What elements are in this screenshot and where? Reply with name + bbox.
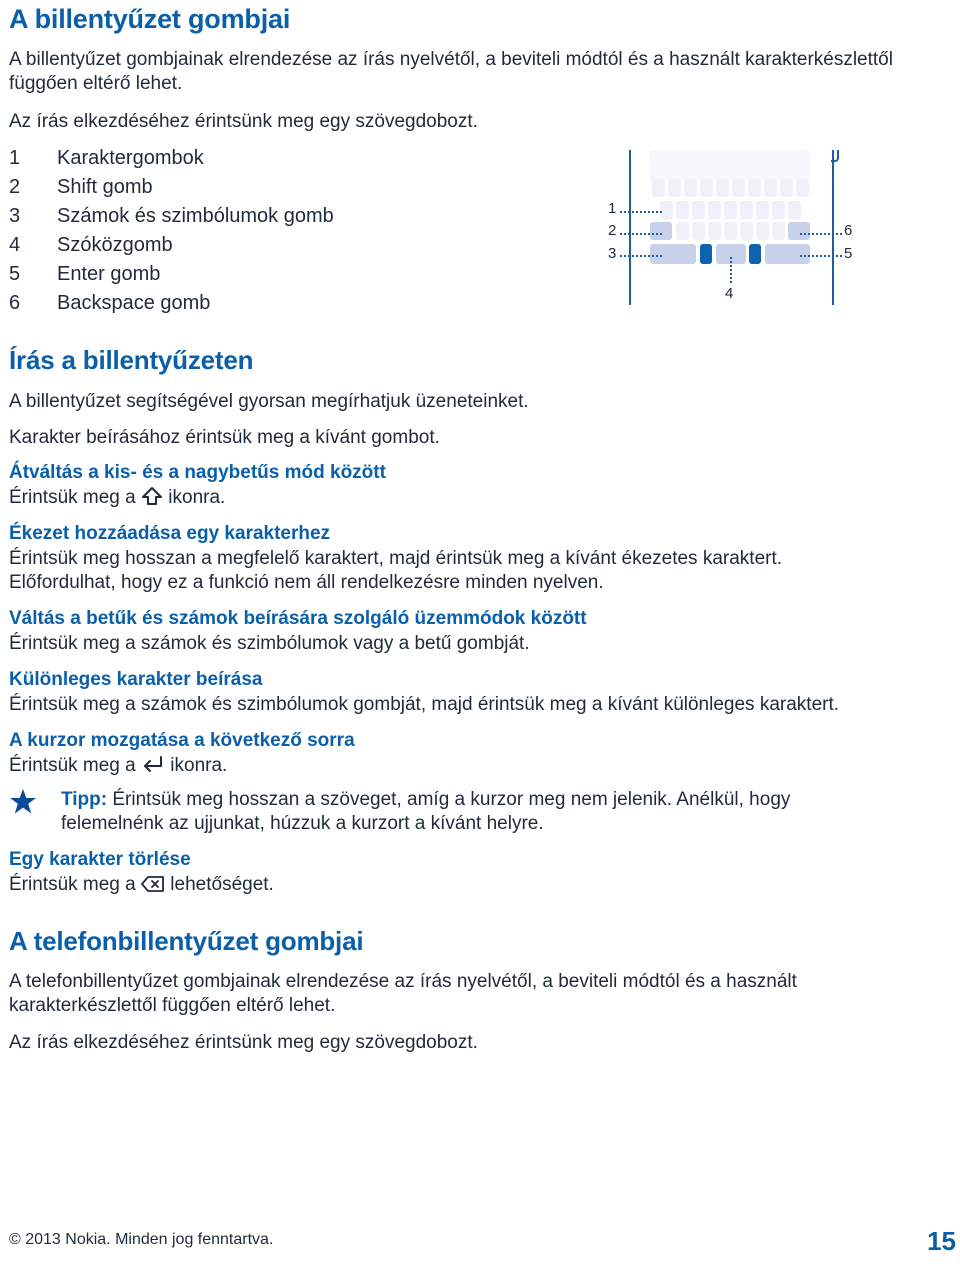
leader-line — [620, 211, 662, 213]
character-key — [716, 179, 729, 197]
key-legend-list — [9, 144, 334, 318]
paragraph: A billentyűzet segítségével gyorsan megírhatjuk üzeneteinket. — [9, 391, 529, 412]
section-title-phone-keypad: A telefonbillentyűzet gombjai — [9, 926, 364, 956]
character-key — [796, 179, 809, 197]
leader-line — [730, 257, 732, 283]
phone-edge-left — [629, 150, 631, 305]
star-icon — [9, 788, 37, 820]
character-key — [708, 222, 721, 240]
list-item: 3 Számok és szimbólumok gomb — [9, 205, 334, 227]
paragraph: Érintsük meg a ikonra. — [9, 486, 225, 513]
character-key — [708, 201, 721, 219]
paragraph: Karakter beírásához érintsük meg a kívánt gombot. — [9, 427, 440, 448]
footer-copyright: © 2013 Nokia. Minden jog fenntartva. — [9, 1231, 274, 1248]
character-key — [732, 179, 745, 197]
figure-label-5: 5 — [844, 245, 853, 262]
figure-label-3: 3 — [608, 245, 617, 262]
backspace-key — [788, 222, 810, 240]
paragraph: Érintsük meg a lehetőséget. — [9, 873, 274, 900]
character-key — [764, 179, 777, 197]
list-item: 5 Enter gomb — [9, 263, 161, 285]
numbers-symbols-key — [650, 244, 696, 264]
character-key — [772, 222, 785, 240]
leader-line — [620, 255, 662, 257]
subheading-cursor: A kurzor mozgatása a következő sorra — [9, 730, 355, 751]
subheading-case-switch: Átváltás a kis- és a nagybetűs mód között — [9, 462, 386, 483]
leader-line — [620, 233, 662, 235]
accent-key — [700, 244, 712, 264]
character-key — [740, 201, 753, 219]
list-item: 1 Karaktergombok — [9, 147, 204, 169]
figure-label-4: 4 — [725, 285, 734, 302]
paragraph: Érintsük meg a ikonra. — [9, 754, 227, 781]
list-item: 6 Backspace gomb — [9, 292, 211, 314]
character-key — [756, 201, 769, 219]
character-key — [748, 179, 761, 197]
figure-label-6: 6 — [844, 222, 853, 239]
figure-label-2: 2 — [608, 222, 617, 239]
character-key — [660, 201, 673, 219]
subheading-mode-switch: Váltás a betűk és számok beírására szolgáló üzemmódok között — [9, 608, 587, 629]
subheading-accent: Ékezet hozzáadása egy karakterhez — [9, 523, 331, 544]
shift-icon — [141, 486, 163, 513]
list-item: 4 Szóközgomb — [9, 234, 173, 256]
paragraph: Érintsük meg a számok és szimbólumok vagy a betű gombját. — [9, 633, 530, 654]
keyboard-top — [650, 150, 810, 180]
page-number: 15 — [927, 1226, 956, 1256]
intro-paragraph: A billentyűzet gombjainak elrendezése az írás nyelvétől, a beviteli módtól és a használt karakterkészlettől függően eltérő lehet. — [9, 49, 893, 94]
figure-label-1: 1 — [608, 200, 617, 217]
backspace-icon — [141, 875, 165, 900]
start-paragraph: Az írás elkezdéséhez érintsünk meg egy szövegdobozt. — [9, 111, 478, 132]
keyboard-diagram — [600, 145, 860, 310]
paragraph: Érintsük meg a számok és szimbólumok gombját, majd érintsük meg a kívánt különleges karaktert. — [9, 694, 840, 715]
paragraph: karakterkészlettől függően eltérő lehet. — [9, 995, 336, 1016]
tip-paragraph: Tipp: Érintsük meg hosszan a szöveget, amíg a kurzor meg nem jelenik. Anélkül, hogy — [61, 789, 791, 810]
character-key — [692, 222, 705, 240]
paragraph: Az írás elkezdéséhez érintsünk meg egy szövegdobozt. — [9, 1032, 478, 1053]
paragraph: A telefonbillentyűzet gombjainak elrendezése az írás nyelvétől, a beviteli módtól és a használt — [9, 971, 797, 992]
phone-edge-right — [832, 150, 834, 305]
section-title-typing: Írás a billentyűzeten — [9, 345, 254, 375]
character-key — [780, 179, 793, 197]
character-key — [692, 201, 705, 219]
paragraph: Előfordulhat, hogy ez a funkció nem áll rendelkezésre minden nyelven. — [9, 572, 604, 593]
subheading-special-char: Különleges karakter beírása — [9, 669, 263, 690]
character-key — [652, 179, 665, 197]
leader-line — [800, 233, 842, 235]
character-key — [676, 201, 689, 219]
leader-line — [800, 255, 842, 257]
character-key — [740, 222, 753, 240]
character-key — [668, 179, 681, 197]
character-key — [724, 222, 737, 240]
paragraph: Érintsük meg hosszan a megfelelő karaktert, majd érintsük meg a kívánt ékezetes karaktert. — [9, 548, 783, 569]
subheading-delete: Egy karakter törlése — [9, 849, 191, 870]
character-key — [676, 222, 689, 240]
enter-icon — [141, 754, 165, 781]
character-key — [788, 201, 801, 219]
character-key — [724, 201, 737, 219]
character-key — [756, 222, 769, 240]
list-item: 2 Shift gomb — [9, 176, 153, 198]
shift-key — [650, 222, 672, 240]
phone-corner — [831, 150, 839, 162]
accent-key — [749, 244, 761, 264]
enter-key — [765, 244, 810, 264]
tip-paragraph-cont: felemelnénk az ujjunkat, húzzuk a kurzort a kívánt helyre. — [61, 813, 544, 834]
character-key — [700, 179, 713, 197]
character-key — [772, 201, 785, 219]
character-key — [684, 179, 697, 197]
section-title-keyboard-keys: A billentyűzet gombjai — [9, 4, 291, 34]
